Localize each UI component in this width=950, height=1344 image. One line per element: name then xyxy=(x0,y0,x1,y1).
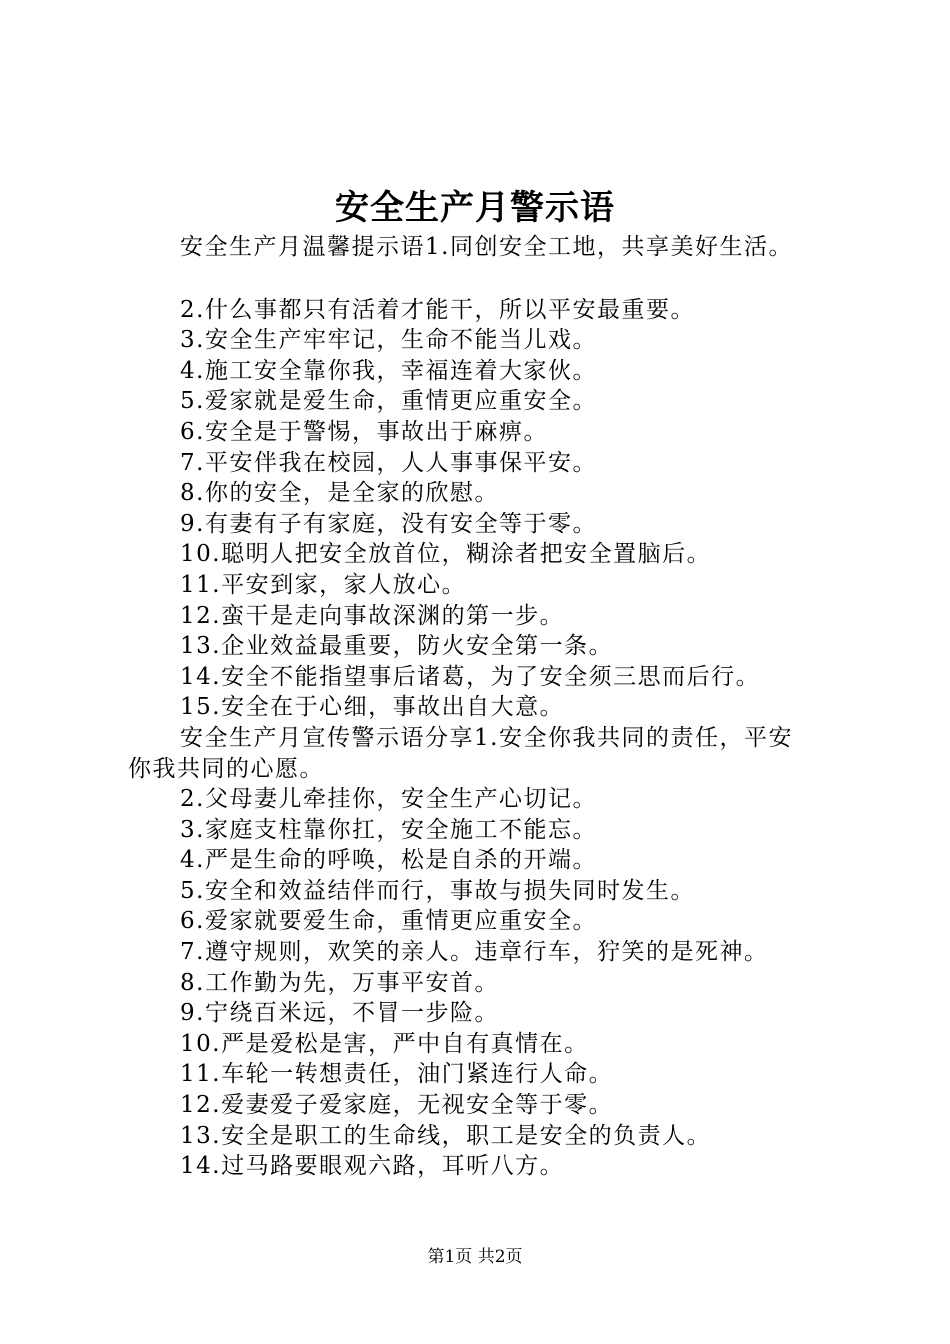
list-item: 9.有妻有子有家庭，没有安全等于零。 xyxy=(180,510,597,537)
list-item: 13.安全是职工的生命线，职工是安全的负责人。 xyxy=(180,1122,712,1149)
list-item: 5.爱家就是爱生命，重情更应重安全。 xyxy=(180,388,597,415)
list-item: 10.严是爱松是害，严中自有真情在。 xyxy=(180,1030,589,1057)
list-item: 8.工作勤为先，万事平安首。 xyxy=(180,969,499,996)
list-item: 8.你的安全，是全家的欣慰。 xyxy=(180,480,499,507)
section2-intro-line2: 你我共同的心愿。 xyxy=(128,755,324,782)
list-item: 2.什么事都只有活着才能干，所以平安最重要。 xyxy=(180,296,695,323)
list-item: 9.宁绕百米远，不冒一步险。 xyxy=(180,1000,499,1027)
list-item: 3.家庭支柱靠你扛，安全施工不能忘。 xyxy=(180,816,597,843)
list-item: 4.严是生命的呼唤，松是自杀的开端。 xyxy=(180,847,597,874)
list-item: 12.蛮干是走向事故深渊的第一步。 xyxy=(180,602,565,629)
list-item: 12.爱妻爱子爱家庭，无视安全等于零。 xyxy=(180,1092,614,1119)
document-body xyxy=(128,232,838,1182)
section2-list xyxy=(128,784,838,1182)
section2-intro-line1: 安全生产月宣传警示语分享1.安全你我共同的责任，平安 xyxy=(180,724,793,751)
list-item: 4.施工安全靠你我，幸福连着大家伙。 xyxy=(180,357,597,384)
paragraph-gap xyxy=(128,263,838,295)
list-item: 7.平安伴我在校园，人人事事保平安。 xyxy=(180,449,597,476)
list-item: 2.父母妻儿牵挂你，安全生产心切记。 xyxy=(180,786,597,813)
list-item: 13.企业效益最重要，防火安全第一条。 xyxy=(180,633,614,660)
list-item: 7.遵守规则，欢笑的亲人。违章行车，狞笑的是死神。 xyxy=(180,939,769,966)
list-item: 3.安全生产牢牢记，生命不能当儿戏。 xyxy=(180,327,597,354)
list-item: 5.安全和效益结伴而行，事故与损失同时发生。 xyxy=(180,877,695,904)
list-item: 6.爱家就要爱生命，重情更应重安全。 xyxy=(180,908,597,935)
list-item: 14.安全不能指望事后诸葛，为了安全须三思而后行。 xyxy=(180,663,761,690)
section1-intro: 安全生产月温馨提示语1.同创安全工地，共享美好生活。 xyxy=(180,234,793,260)
list-item: 14.过马路要眼观六路，耳听八方。 xyxy=(180,1153,565,1180)
list-item: 10.聪明人把安全放首位，糊涂者把安全置脑后。 xyxy=(180,541,712,568)
list-item: 6.安全是于警惕，事故出于麻痹。 xyxy=(180,418,548,445)
list-item: 15.安全在于心细，事故出自大意。 xyxy=(180,694,565,721)
section1-list xyxy=(128,295,838,723)
page-footer: 第1页 共2页 xyxy=(427,1247,523,1267)
document-title: 安全生产月警示语 xyxy=(335,188,615,228)
list-item: 11.车轮一转想责任，油门紧连行人命。 xyxy=(180,1061,614,1088)
list-item: 11.平安到家，家人放心。 xyxy=(180,571,467,598)
